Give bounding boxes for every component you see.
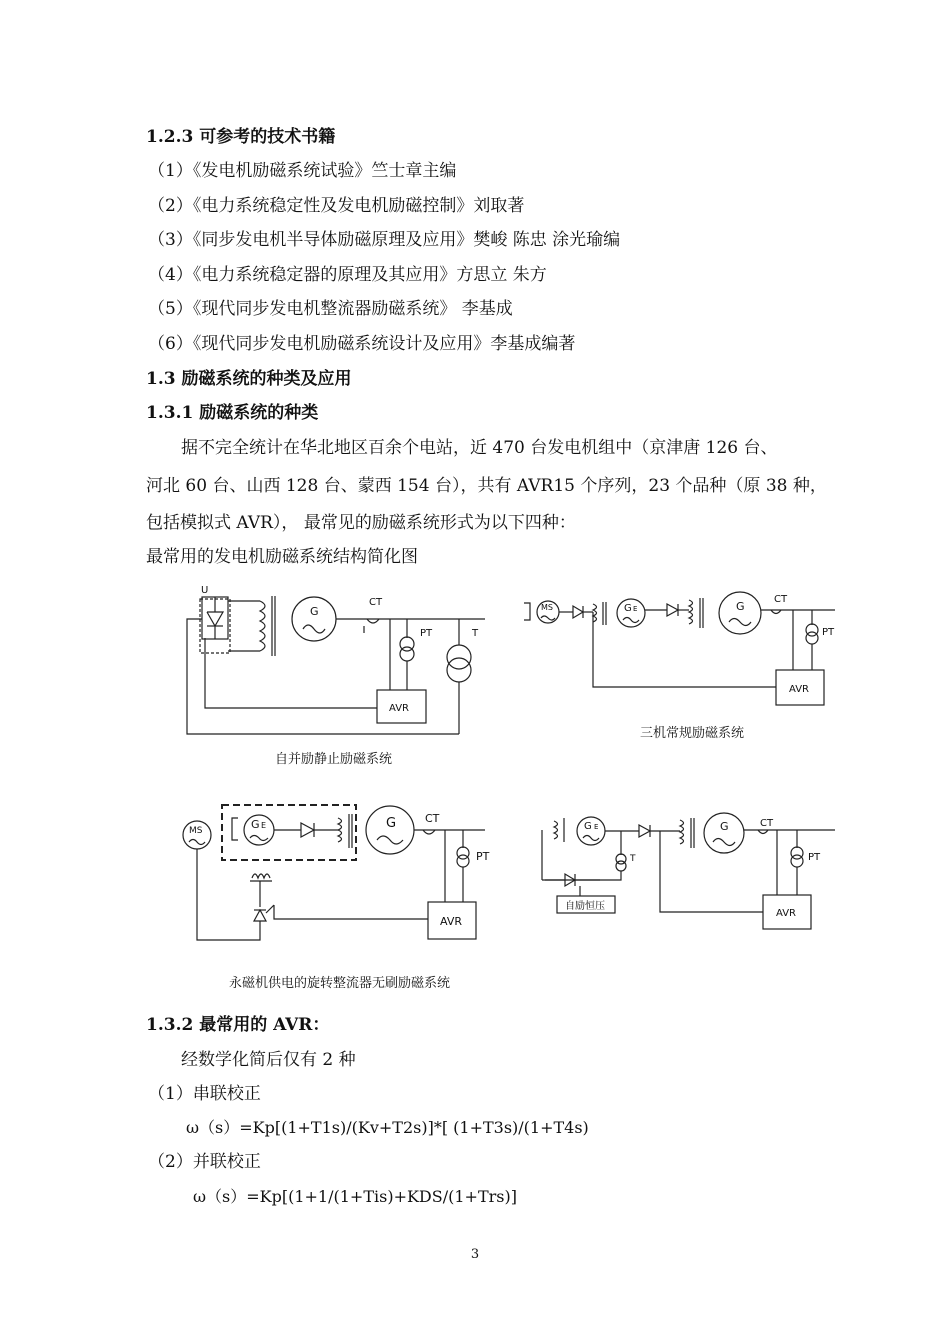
- diagram-three-machine: [524, 592, 835, 705]
- paragraph-line: 河北 60 台、山西 128 台、蒙西 154 台），共有 AVR15 个序列，23 个品种（原 38 种，: [146, 476, 827, 496]
- label-pt3: PT: [476, 850, 490, 863]
- book-item: （5）《现代同步发电机整流器励磁系统》 李基成: [148, 299, 513, 319]
- book-item: （3）《同步发电机半导体励磁原理及应用》樊峻 陈忠 涂光瑜编: [148, 230, 621, 250]
- generator-g2: [719, 592, 761, 634]
- label-t: T: [472, 628, 479, 639]
- page-number: 3: [470, 1247, 480, 1262]
- label-self-exc: 自励恒压: [565, 901, 605, 912]
- rotating-box: [222, 805, 356, 860]
- label-ct3: CT: [425, 812, 440, 825]
- label-t4: T: [630, 854, 636, 864]
- parallel-formula: ω（s）=Kp[(1+1/(1+Tis)+KDS/(1+Trs)]: [193, 1187, 517, 1206]
- book-item: （4）《电力系统稳定器的原理及其应用》方思立 朱方: [148, 265, 547, 285]
- label-ct: CT: [369, 597, 383, 608]
- label-ge-g: G: [624, 603, 632, 614]
- section-heading-1-2-3: 1.2.3 可参考的技术书籍: [146, 127, 336, 147]
- label-avr: AVR: [389, 703, 409, 714]
- label-ge-e4: E: [594, 823, 599, 831]
- section-heading-1-3-2: 1.3.2 最常用的 AVR：: [146, 1015, 330, 1035]
- book-item: （1）《发电机励磁系统试验》竺士章主编: [148, 161, 457, 181]
- section-heading-1-3: 1.3 励磁系统的种类及应用: [146, 369, 352, 389]
- series-formula: ω（s）=Kp[(1+T1s)/(Kv+T2s)]*[ (1+T3s)/(1+T4s): [186, 1118, 589, 1137]
- book-item: （6）《现代同步发电机励磁系统设计及应用》李基成编著: [148, 334, 576, 354]
- label-ge-e: E: [633, 605, 638, 613]
- series-label: （1）串联校正: [148, 1084, 261, 1104]
- label-g2: G: [736, 600, 745, 613]
- label-pt4: PT: [808, 852, 821, 863]
- label-ge-g3: G: [251, 818, 260, 831]
- label-pt: PT: [420, 628, 433, 639]
- label-ms: MS: [541, 603, 553, 612]
- label-u: U: [201, 585, 209, 596]
- field-winding: [260, 601, 265, 651]
- paragraph-line: 包括模拟式 AVR）， 最常见的励磁系统形式为以下四种：: [146, 513, 576, 533]
- label-avr2: AVR: [789, 684, 809, 695]
- avr-intro: 经数学化简后仅有 2 种: [181, 1050, 356, 1070]
- caption-brushless: 永磁机供电的旋转整流器无刷励磁系统: [229, 976, 451, 991]
- diagram-title: 最常用的发电机励磁系统结构简化图: [146, 547, 418, 567]
- label-avr3: AVR: [440, 915, 462, 928]
- label-ct2: CT: [774, 594, 788, 605]
- label-ct4: CT: [760, 818, 774, 829]
- label-avr4: AVR: [776, 908, 796, 919]
- generator-g: [292, 597, 336, 641]
- label-g4: G: [720, 820, 729, 833]
- diagram-self-excited: [542, 813, 835, 929]
- book-item: （2）《电力系统稳定性及发电机励磁控制》刘取著: [148, 196, 525, 216]
- section-heading-1-3-1: 1.3.1 励磁系统的种类: [146, 403, 319, 423]
- label-pt2: PT: [822, 627, 835, 638]
- label-g3: G: [386, 816, 397, 831]
- paragraph-line: 据不完全统计在华北地区百余个电站，近 470 台发电机组中（京津唐 126 台、: [181, 438, 778, 458]
- generator-g4: [704, 813, 744, 853]
- parallel-label: （2）并联校正: [148, 1152, 261, 1172]
- caption-self-shunt: 自并励静止励磁系统: [275, 752, 393, 767]
- label-g: G: [310, 605, 319, 618]
- label-ge-g4: G: [584, 821, 592, 832]
- caption-three-machine: 三机常规励磁系统: [640, 726, 745, 741]
- diagram-self-shunt: [187, 585, 485, 734]
- diagram-brushless: [183, 805, 490, 940]
- label-ms3: MS: [189, 826, 203, 836]
- label-ge-e3: E: [261, 821, 267, 830]
